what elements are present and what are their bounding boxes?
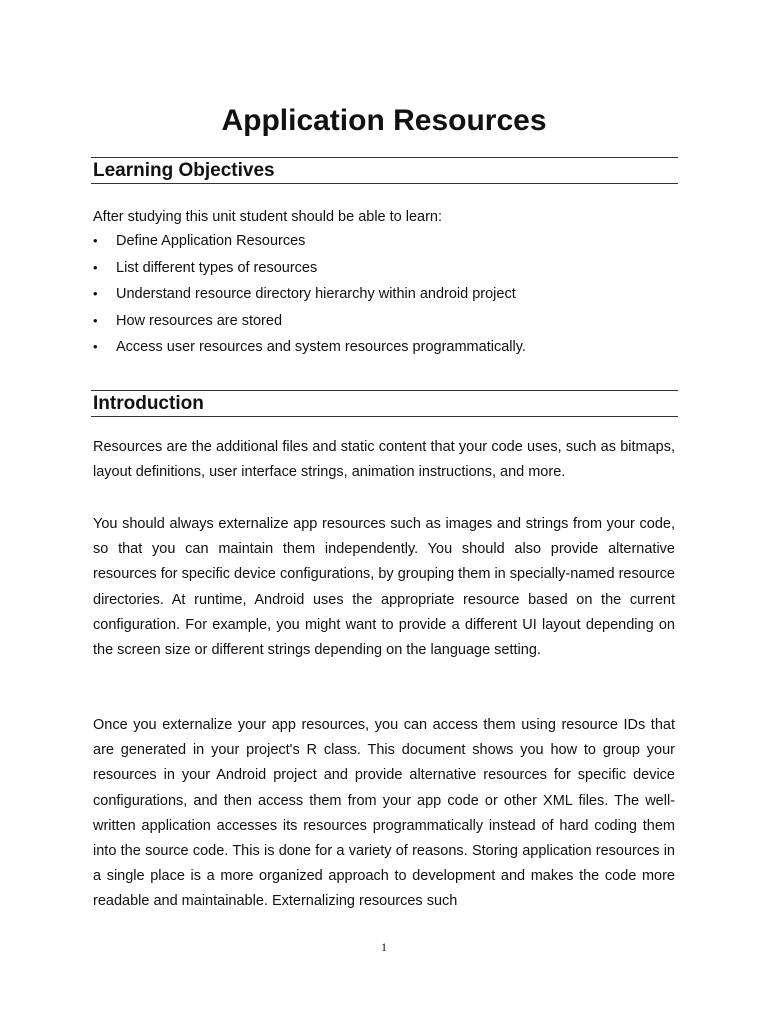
list-item-text: Define Application Resources	[116, 233, 306, 249]
intro-paragraph-1: Resources are the additional files and static content that your code uses, such as bitmaps, layout definitions, user interface strings, animation instructions, and more.	[93, 439, 675, 481]
section-heading-label: Learning Objectives	[93, 160, 275, 181]
list-item	[93, 231, 678, 258]
section-heading-learning-objectives	[91, 157, 678, 184]
page-number: 1	[381, 940, 387, 954]
objectives-intro: After studying this unit student should be able to learn:	[93, 209, 443, 225]
list-item	[93, 337, 678, 364]
bullet-icon: •	[93, 259, 98, 275]
section-heading-label: Introduction	[93, 393, 204, 414]
list-item-text: Access user resources and system resources programmatically.	[116, 339, 526, 355]
intro-paragraph-3: Once you externalize your app resources, you can access them using resource IDs that are generated in your project's R class. This document shows you how to group your resources in your Android project and provide alternative resources for specific device configurations, and then access them from your app code or other XML files. The well-written application accesses its resources programmatically instead of hard coding them into the source code. This is done for a variety of reasons. Storing application resources in a single place is a more organized approach to development and makes the code more readable and maintainable. Externalizing resources such	[93, 717, 675, 910]
bullet-icon: •	[93, 339, 98, 354]
section-heading-introduction	[91, 390, 678, 417]
list-item-text: Understand resource directory hierarchy within android project	[116, 286, 516, 302]
list-item	[93, 311, 678, 338]
intro-paragraph-2: You should always externalize app resources such as images and strings from your code, so that you can maintain them independently. You should also provide alternative resources for specific device configurations, by grouping them in specially-named resource directories. At runtime, Android uses the appropriate resource based on the current configuration. For example, you might want to provide a different UI layout depending on the screen size or different strings depending on the language setting.	[93, 516, 675, 659]
bullet-icon: •	[93, 233, 98, 248]
list-item	[93, 284, 678, 311]
bullet-icon: •	[93, 312, 98, 328]
list-item-text: How resources are stored	[116, 312, 283, 329]
objectives-list	[93, 231, 678, 364]
list-item	[93, 258, 678, 285]
bullet-icon: •	[93, 286, 98, 301]
list-item-text: List different types of resources	[116, 259, 318, 276]
page-title: Application Resources	[221, 104, 547, 137]
